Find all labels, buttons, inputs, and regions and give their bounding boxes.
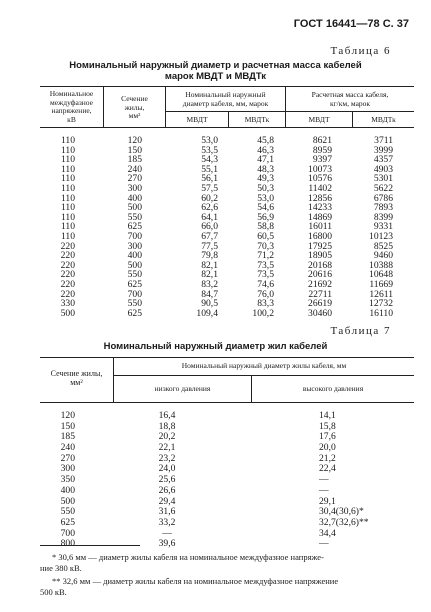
table-cell: 220 [60, 250, 75, 262]
table-cell: 625 [127, 307, 142, 319]
table-cell: 100,2 [252, 307, 274, 319]
table-cell: 10123 [369, 230, 393, 242]
table-cell: 8399 [373, 211, 393, 223]
table-cell: 9460 [373, 250, 393, 262]
table-cell: 220 [60, 288, 75, 300]
table-cell: 16800 [308, 230, 332, 242]
table-cell: 300 [127, 182, 142, 194]
table-cell: 625 [127, 278, 142, 290]
table-cell: 48,3 [257, 163, 274, 175]
table-cell: 185 [127, 154, 142, 166]
table-cell: 700 [127, 230, 142, 242]
table-cell: 700 [60, 527, 75, 539]
table-cell: 18,8 [158, 420, 176, 432]
table-cell: 500 [127, 202, 142, 214]
table-cell: 53,0 [257, 192, 274, 204]
table-cell: 3999 [373, 144, 393, 156]
page-header: ГОСТ 16441—78 С. 37 [293, 18, 409, 30]
table-cell: 21692 [308, 278, 332, 290]
footnote-rule [40, 545, 140, 546]
table-cell: 16,4 [158, 410, 176, 421]
table6-top-rule [40, 86, 414, 87]
table-cell: 220 [60, 269, 75, 281]
table-cell: 30,4(30,6)* [319, 506, 364, 518]
table6-label: Таблица 6 [330, 45, 391, 57]
table-cell: 79,8 [201, 250, 218, 262]
table7-col-high [319, 411, 409, 550]
table-cell: 57,5 [201, 182, 218, 194]
table-cell: 7893 [373, 202, 393, 214]
table6-col-diam-mvdtk [229, 136, 274, 318]
table-cell: 58,8 [257, 221, 274, 233]
table-cell: 16110 [369, 307, 393, 319]
table-cell: 110 [60, 192, 75, 204]
table6-sub-mvdtk: МВДТк [244, 115, 270, 124]
table-cell: 53,0 [201, 135, 218, 146]
table-cell: — [319, 484, 329, 496]
table6-head-voltage: Номинальное междуфазное напряжение, кВ [49, 89, 94, 124]
table-cell: 5301 [373, 173, 393, 185]
table-cell: 62,6 [201, 202, 218, 214]
table-cell: 8525 [373, 240, 393, 252]
table-cell: 74,6 [257, 278, 274, 290]
table-cell: 14,1 [319, 410, 336, 421]
table-cell: 11402 [308, 182, 332, 194]
table-cell: 330 [60, 298, 75, 310]
table-cell: 110 [60, 173, 75, 185]
table-cell: 16011 [308, 221, 332, 233]
table-cell: 625 [60, 516, 75, 528]
table-cell: 800 [60, 538, 75, 550]
table7-col-section [40, 411, 75, 550]
table7-sub-rule [113, 375, 414, 376]
table-cell: 21,2 [319, 452, 336, 464]
table6-col-voltage [40, 136, 75, 318]
table-cell: 12732 [369, 298, 393, 310]
table7-sub-low: низкого давления [154, 384, 211, 393]
table-cell: 400 [127, 250, 142, 262]
table-cell: 185 [60, 431, 75, 443]
table-cell: 29,1 [319, 495, 336, 507]
table-cell: 17,6 [319, 431, 336, 443]
table-cell: 240 [60, 442, 75, 454]
table-cell: 350 [60, 474, 75, 486]
table-cell: 30460 [308, 307, 332, 319]
table6-head-diameter: Номинальный наружный диаметр кабеля, мм, марок [182, 90, 269, 108]
table-cell: 31,6 [158, 506, 176, 518]
table-cell: 110 [60, 221, 75, 233]
table-cell: 150 [127, 144, 142, 156]
table-cell: 500 [60, 495, 75, 507]
table-cell: 6786 [373, 192, 393, 204]
table-cell: 20,2 [158, 431, 176, 443]
table-cell: 67,7 [201, 230, 218, 242]
table-cell: 32,7(32,6)** [319, 516, 369, 528]
footnote-2-line2: 500 кВ. [40, 587, 67, 597]
table-cell: 24,0 [158, 463, 176, 475]
table-cell: 5622 [373, 182, 393, 194]
table-cell: 70,3 [257, 240, 274, 252]
table6-col-mass-mvdt [286, 136, 332, 318]
table-cell: 400 [60, 484, 75, 496]
table-cell: 20616 [308, 269, 332, 281]
table-cell: 25,6 [158, 474, 176, 486]
table-cell: 3711 [374, 135, 393, 146]
table-cell: 700 [127, 288, 142, 300]
table-cell: 22,1 [158, 442, 176, 454]
table-cell: 220 [60, 259, 75, 271]
table-cell: 53,5 [201, 144, 218, 156]
table-cell: 64,1 [201, 211, 218, 223]
table7-title: Номинальный наружный диаметр жил кабелей [103, 341, 328, 352]
table-cell: 73,5 [257, 259, 274, 271]
table-cell: 10073 [308, 163, 332, 175]
table-cell: 26619 [308, 298, 332, 310]
table-cell: 22,4 [319, 463, 336, 475]
table-cell: 60,2 [201, 192, 218, 204]
table-cell: 60,5 [257, 230, 274, 242]
table6-sub-mvdtk: МВДТк [371, 115, 396, 124]
table-cell: 11669 [369, 278, 393, 290]
table-cell: 10648 [369, 269, 393, 281]
table-cell: 270 [127, 173, 142, 185]
table-cell: 110 [60, 211, 75, 223]
table-cell: 56,9 [257, 211, 274, 223]
table-cell: 120 [60, 410, 75, 421]
table-cell: 47,1 [257, 154, 274, 166]
table-cell: 34,4 [319, 527, 336, 539]
table-cell: 14869 [308, 211, 332, 223]
table6-col-mass-mvdtk [353, 136, 393, 318]
table-cell: 400 [127, 192, 142, 204]
table6-head-mass: Расчетная масса кабеля, кг/км, марок [311, 90, 389, 108]
table-cell: 109,4 [196, 307, 218, 319]
table-cell: 550 [127, 269, 142, 281]
table-cell: 8959 [312, 144, 332, 156]
table-cell: 83,2 [201, 278, 218, 290]
table-cell: 76,0 [257, 288, 274, 300]
table6-title-line2: марок МВДТ и МВДТк [164, 71, 267, 82]
table-cell: 20168 [308, 259, 332, 271]
table6-sub-mvdt: МВДТ [186, 115, 208, 124]
table6-head-rule [40, 127, 414, 128]
table-cell: 54,3 [201, 154, 218, 166]
table6-title-line1: Номинальный наружный диаметр и расчетная масса кабелей [69, 60, 362, 71]
table-cell: 8621 [312, 135, 332, 146]
table-cell: 82,1 [201, 269, 218, 281]
table-cell: 500 [60, 307, 75, 319]
table-cell: 55,1 [201, 163, 218, 175]
table-cell: 15,8 [319, 420, 336, 432]
table-cell: 22711 [308, 288, 332, 300]
table-cell: 625 [127, 221, 142, 233]
table-cell: 83,3 [257, 298, 274, 310]
table6-head-section: Сечение жилы, мм² [121, 94, 148, 120]
table-cell: 20,0 [319, 442, 336, 454]
table-cell: 270 [60, 452, 75, 464]
table6-col-section [104, 136, 142, 318]
table-cell: — [162, 527, 172, 539]
table-cell: 18905 [308, 250, 332, 262]
table-cell: 46,3 [257, 144, 274, 156]
table6-col-diam-mvdt [166, 136, 218, 318]
table-cell: 110 [60, 202, 75, 214]
table-cell: 39,6 [158, 538, 176, 550]
footnote-2-line1: ** 32,6 мм — диаметр жилы кабеля на номинальное междуфазное напряжение [52, 576, 339, 586]
table-cell: 45,8 [257, 135, 274, 146]
table6-sub-rule [165, 111, 414, 112]
table-cell: 550 [60, 506, 75, 518]
table-cell: 50,3 [257, 182, 274, 194]
table-cell: 110 [60, 230, 75, 242]
footnote-1-line2: ние 380 кВ. [40, 563, 82, 573]
table-cell: 10576 [308, 173, 332, 185]
table-cell: 23,2 [158, 452, 176, 464]
table-cell: 4903 [373, 163, 393, 175]
table-cell: 150 [60, 420, 75, 432]
table-cell: 9331 [373, 221, 393, 233]
table-cell: 4357 [373, 154, 393, 166]
table-cell: 14233 [308, 202, 332, 214]
table-cell: 120 [127, 135, 142, 146]
table7-top-rule [40, 357, 414, 358]
table-cell: — [319, 474, 329, 486]
table-cell: 550 [127, 211, 142, 223]
table-cell: 550 [127, 298, 142, 310]
table-cell: 33,2 [158, 516, 176, 528]
table7-label: Таблица 7 [330, 325, 391, 337]
table-cell: 110 [60, 163, 75, 175]
table-cell: 110 [60, 154, 75, 166]
table-cell: 300 [60, 463, 75, 475]
table-cell: 12611 [369, 288, 393, 300]
table-cell: 77,5 [201, 240, 218, 252]
table-cell: 90,5 [201, 298, 218, 310]
table-cell: 9397 [312, 154, 332, 166]
table7-sub-high: высокого давления [302, 384, 364, 393]
table-cell: 71,2 [257, 250, 274, 262]
table-cell: 49,3 [257, 173, 274, 185]
table7-head-diameter: Номинальный наружный диаметр жилы кабеля, мм [181, 361, 347, 370]
table7-col-low [140, 411, 194, 550]
table7-head-rule [40, 402, 414, 403]
table-cell: — [319, 538, 329, 550]
table-cell: 66,0 [201, 221, 218, 233]
table-cell: 240 [127, 163, 142, 175]
table-cell: 56,1 [201, 173, 218, 185]
table-cell: 12856 [308, 192, 332, 204]
table-cell: 110 [60, 135, 75, 146]
table-cell: 29,4 [158, 495, 176, 507]
table-cell: 110 [60, 182, 75, 194]
table-cell: 82,1 [201, 259, 218, 271]
table-cell: 110 [60, 144, 75, 156]
table-cell: 220 [60, 278, 75, 290]
table-cell: 26,6 [158, 484, 176, 496]
footnote-1-line1: * 30,6 мм — диаметр жилы кабеля на номинальное междуфазное напряже- [52, 552, 324, 562]
table-cell: 73,5 [257, 269, 274, 281]
table-cell: 17925 [308, 240, 332, 252]
table-cell: 84,7 [201, 288, 218, 300]
table-cell: 10388 [369, 259, 393, 271]
table-cell: 300 [127, 240, 142, 252]
table-cell: 500 [127, 259, 142, 271]
table-cell: 220 [60, 240, 75, 252]
table6-sub-mvdt: МВДТ [308, 115, 330, 124]
table-cell: 54,6 [257, 202, 274, 214]
table7-head-section: Сечение жилы, мм² [50, 369, 103, 387]
